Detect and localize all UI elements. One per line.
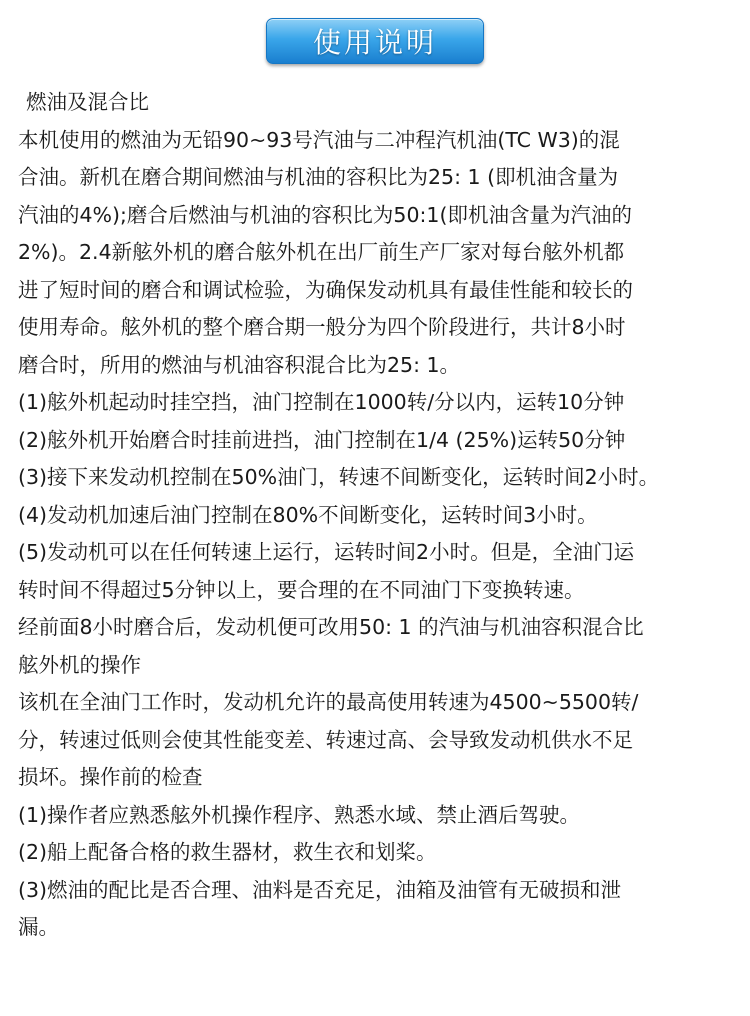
list-item: (4)发动机加速后油门控制在80%不间断变化，运转时间3小时。	[18, 502, 598, 527]
text-line: 分，转速过低则会使其性能变差、转速过高、会导致发动机供水不足	[18, 727, 633, 752]
list-item: (5)发动机可以在任何转速上运行，运转时间2小时。但是，全油门运	[18, 540, 635, 564]
list-item: (3)接下来发动机控制在50%油门，转速不间断变化，运转时间2小时。	[18, 465, 660, 489]
list-item: (2)船上配备合格的救生器材，救生衣和划桨。	[18, 840, 437, 864]
list-item: (2)舷外机开始磨合时挂前进挡，油门控制在1/4 (25%)运转50分钟	[18, 427, 626, 452]
text-line: 损坏。操作前的检查	[18, 765, 203, 789]
text-line: 汽油的4%);磨合后燃油与机油的容积比为50:1(即机油含量为汽油的	[18, 202, 632, 227]
instructions-body	[18, 84, 743, 947]
text-line: 使用寿命。舷外机的整个磨合期一般分为四个阶段进行，共计8小时	[18, 315, 626, 339]
list-item: (3)燃油的配比是否合理、油料是否充足，油箱及油管有无破损和泄	[18, 877, 622, 902]
page-title: 使用说明	[312, 26, 437, 59]
header	[0, 18, 750, 68]
text-line: 经前面8小时磨合后，发动机便可改用50: 1 的汽油与机油容积混合比	[18, 615, 644, 639]
text-line: 该机在全油门工作时，发动机允许的最高使用转速为4500~5500转/	[18, 690, 639, 714]
text-line: 磨合时，所用的燃油与机油容积混合比为25: 1。	[18, 352, 461, 377]
list-item: (1)操作者应熟悉舷外机操作程序、熟悉水域、禁止酒后驾驶。	[18, 802, 581, 827]
text-line: 漏。	[18, 915, 59, 939]
list-item: (1)舷外机起动时挂空挡，油门控制在1000转/分以内，运转10分钟	[18, 390, 625, 414]
section-heading-fuel-mix: 燃油及混合比	[26, 90, 149, 114]
section-heading-operation: 舷外机的操作	[18, 652, 141, 677]
text-line: 进了短时间的磨合和调试检验，为确保发动机具有最佳性能和较长的	[18, 277, 633, 302]
text-line: 转时间不得超过5分钟以上，要合理的在不同油门下变换转速。	[18, 577, 585, 602]
page-title-banner	[266, 18, 484, 64]
text-line: 2%)。2.4新舷外机的磨合舷外机在出厂前生产厂家对每台舷外机都	[18, 240, 625, 264]
text-line: 合油。新机在磨合期间燃油与机油的容积比为25: 1 (即机油含量为	[18, 165, 619, 189]
text-line: 本机使用的燃油为无铅90~93号汽油与二冲程汽机油(TC W3)的混	[18, 127, 620, 152]
